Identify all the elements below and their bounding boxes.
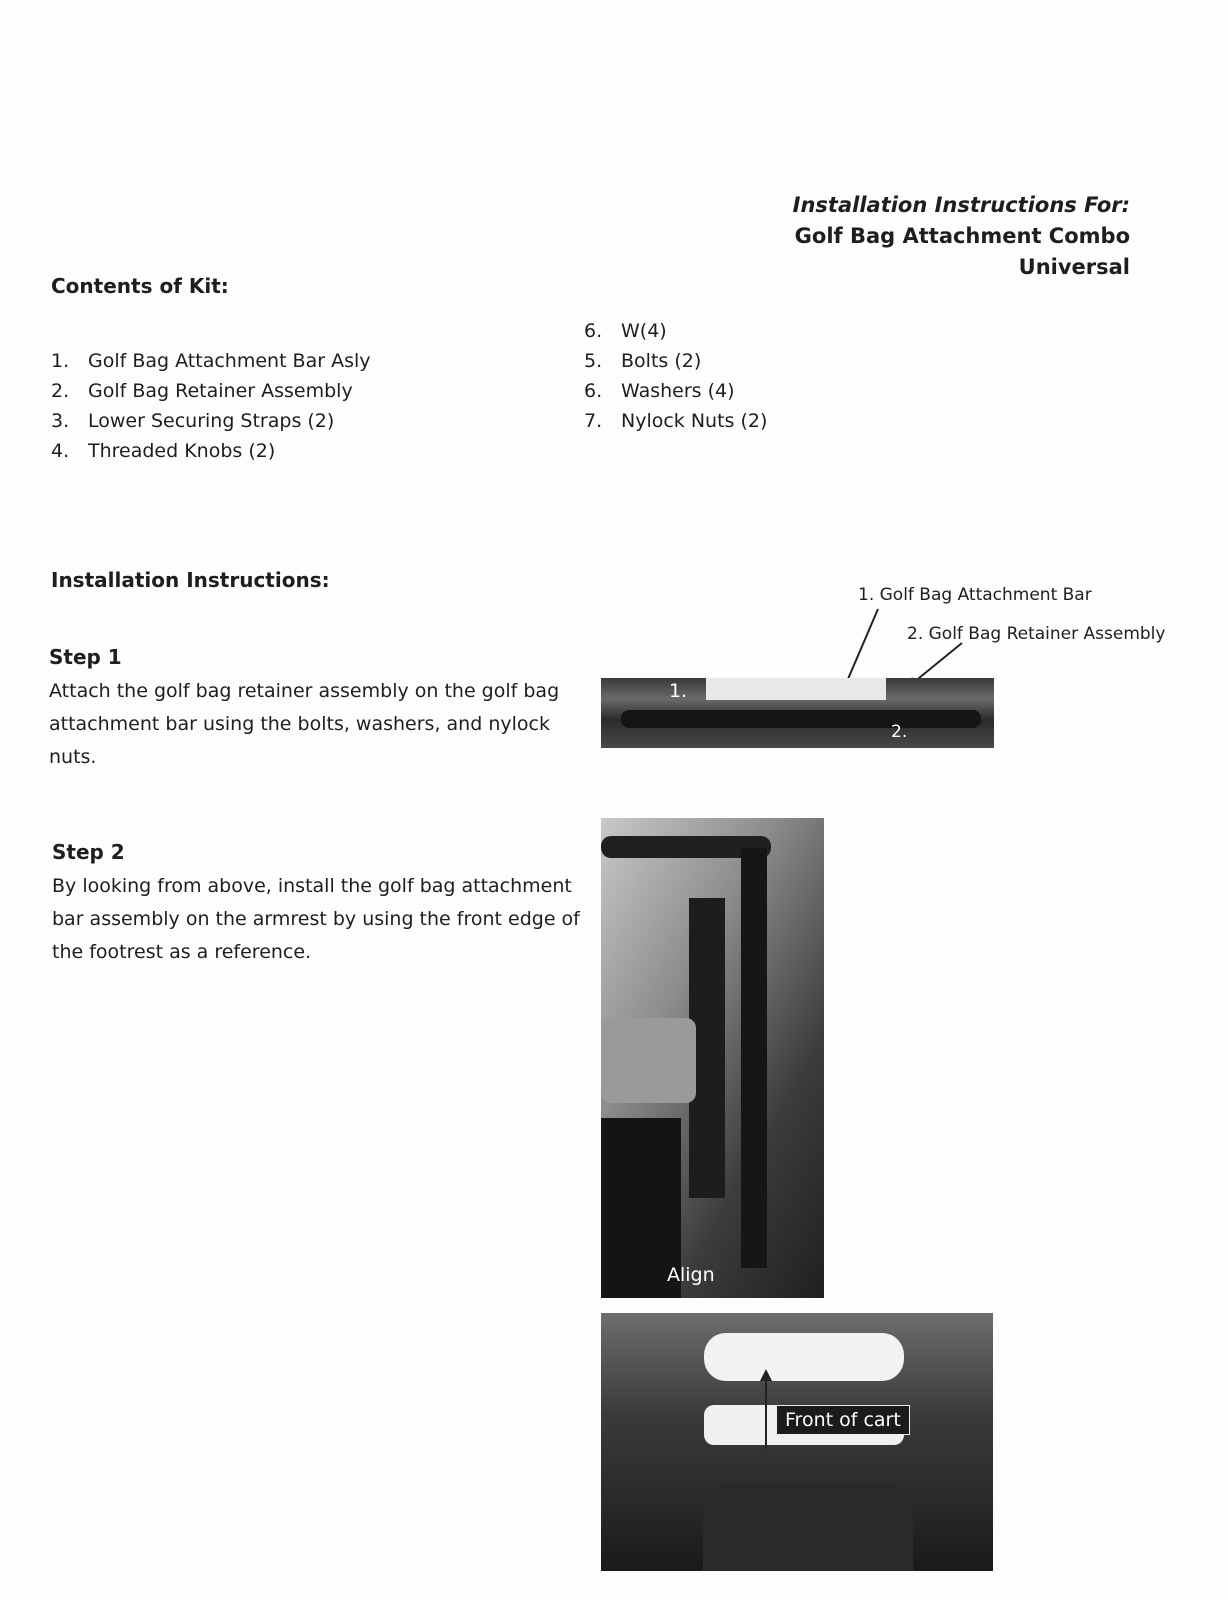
header-line-1: Installation Instructions For: bbox=[792, 193, 1130, 217]
attachment-bar-shape bbox=[621, 710, 981, 728]
list-item: 6. Washers (4) bbox=[584, 380, 735, 402]
seat-back-top-shape bbox=[704, 1333, 904, 1381]
seat-shape bbox=[601, 1018, 696, 1103]
photo-step-2-top bbox=[601, 1313, 993, 1571]
document-header bbox=[793, 190, 1130, 283]
list-item: 2. Golf Bag Retainer Assembly bbox=[51, 380, 353, 402]
header-line-2: Golf Bag Attachment Combo bbox=[794, 224, 1130, 248]
contents-list-right bbox=[584, 316, 767, 436]
photo-step-1 bbox=[601, 678, 994, 748]
photo-1-mark-1: 1. bbox=[669, 680, 688, 702]
contents-list-left bbox=[51, 346, 371, 466]
list-item: 4. Threaded Knobs (2) bbox=[51, 440, 276, 462]
step-1-text: Attach the golf bag retainer assembly on the golf bag attachment bar using the bolts, washers, and nylock nuts. bbox=[49, 680, 560, 768]
front-of-cart-label: Front of cart bbox=[776, 1405, 910, 1435]
seat-back-shape bbox=[706, 678, 886, 700]
callout-retainer-assembly: 2. Golf Bag Retainer Assembly bbox=[907, 624, 1166, 644]
list-item: 6. W(4) bbox=[584, 320, 667, 342]
header-line-3: Universal bbox=[1018, 255, 1130, 279]
instructions-title: Installation Instructions: bbox=[51, 568, 330, 592]
photo-step-2-side bbox=[601, 818, 824, 1298]
footrest-shape bbox=[703, 1483, 913, 1571]
list-item: 1. Golf Bag Attachment Bar Asly bbox=[51, 350, 371, 372]
front-arrow-icon bbox=[756, 1369, 776, 1449]
list-item: 7. Nylock Nuts (2) bbox=[584, 410, 768, 432]
photo-1-mark-2: 2. bbox=[891, 722, 908, 742]
align-label: Align bbox=[667, 1264, 715, 1286]
step-2-text: By looking from above, install the golf bag attachment bar assembly on the armrest by using the front edge of the footrest as a reference. bbox=[52, 875, 580, 963]
step-1-title: Step 1 bbox=[49, 645, 122, 669]
list-item: 5. Bolts (2) bbox=[584, 350, 702, 372]
vertical-post-shape bbox=[741, 848, 767, 1268]
list-item: 3. Lower Securing Straps (2) bbox=[51, 410, 335, 432]
contents-title: Contents of Kit: bbox=[51, 274, 229, 298]
step-2-title: Step 2 bbox=[52, 840, 125, 864]
callout-attachment-bar: 1. Golf Bag Attachment Bar bbox=[858, 585, 1092, 605]
